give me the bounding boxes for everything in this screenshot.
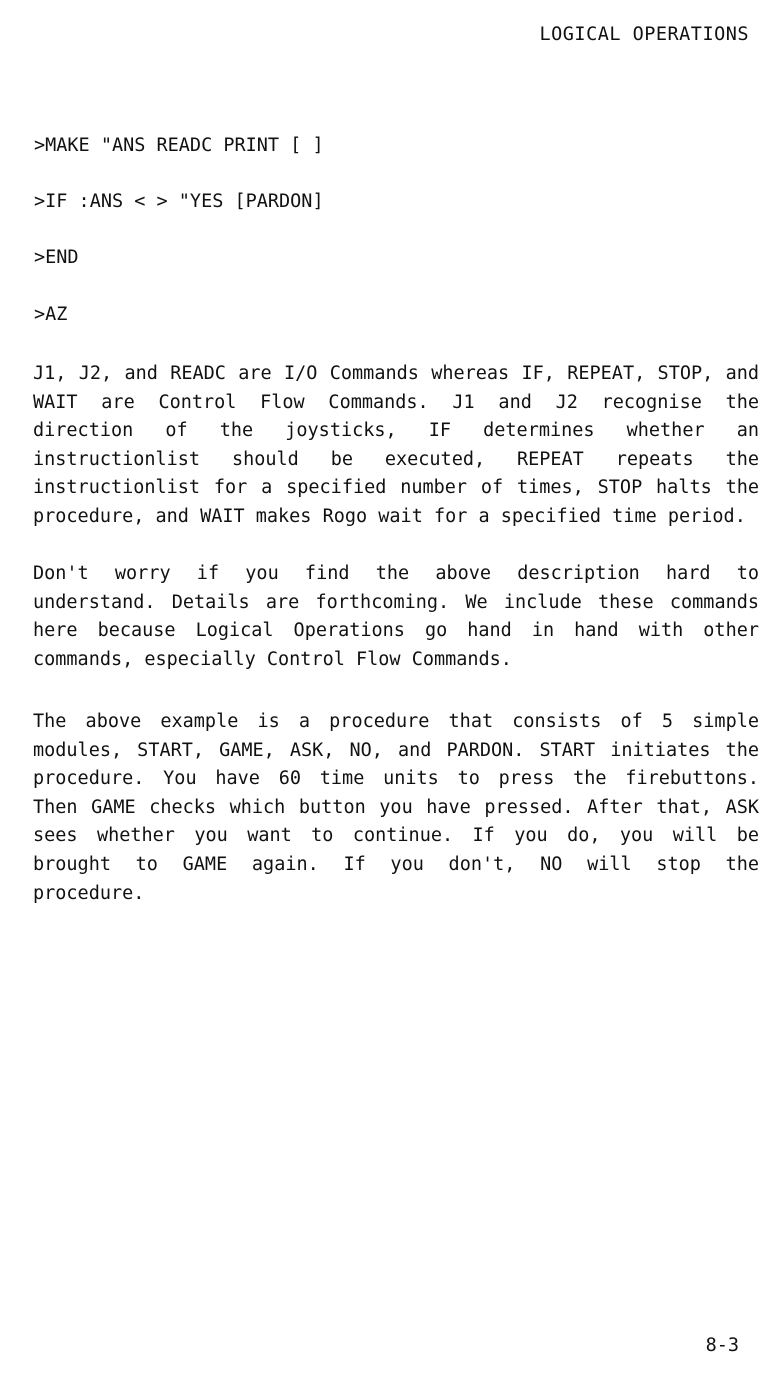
code-line: >END bbox=[34, 247, 79, 268]
text-line: instructionlist should be executed, REPEAT repeats the bbox=[33, 448, 759, 470]
text-line: procedure. You have 60 time units to press the firebuttons. bbox=[33, 768, 759, 790]
text-line: J1, J2, and READC are I/O Commands whereas IF, REPEAT, STOP, and bbox=[33, 363, 759, 384]
text-line: brought to GAME again. If you don't, NO will stop the bbox=[33, 853, 759, 875]
text-line: here because Logical Operations go hand in hand with other bbox=[33, 620, 759, 642]
paragraph-commands-overview bbox=[33, 360, 759, 532]
code-line: >MAKE "ANS READC PRINT [ ] bbox=[34, 135, 324, 156]
text-line: Then GAME checks which button you have pressed. After that, ASK bbox=[33, 796, 759, 818]
code-line: >IF :ANS < > "YES [PARDON] bbox=[34, 191, 324, 212]
code-line: >AZ bbox=[34, 304, 68, 325]
text-line: procedure, and WAIT makes Rogo wait for a specified time period. bbox=[33, 505, 746, 527]
text-line: instructionlist for a specified number of times, STOP halts the bbox=[33, 477, 759, 499]
text-line: WAIT are Control Flow Commands. J1 and J2 recognise the bbox=[33, 391, 759, 413]
text-line: direction of the joysticks, IF determines whether an bbox=[33, 420, 759, 442]
text-line: procedure. bbox=[33, 882, 145, 904]
page-number: 8-3 bbox=[705, 1335, 739, 1356]
text-line: commands, especially Control Flow Commands. bbox=[33, 648, 512, 670]
text-line: sees whether you want to continue. If you do, you will be bbox=[33, 825, 759, 847]
running-head: LOGICAL OPERATIONS bbox=[539, 24, 749, 45]
text-line: understand. Details are forthcoming. We include these commands bbox=[33, 591, 759, 613]
text-line: modules, START, GAME, ASK, NO, and PARDON. START initiates the bbox=[33, 739, 759, 761]
text-line: Don't worry if you find the above description hard to bbox=[33, 563, 759, 584]
text-line: The above example is a procedure that consists of 5 simple bbox=[33, 711, 759, 732]
paragraph-example-explanation bbox=[33, 708, 759, 908]
paragraph-dont-worry bbox=[33, 560, 759, 674]
